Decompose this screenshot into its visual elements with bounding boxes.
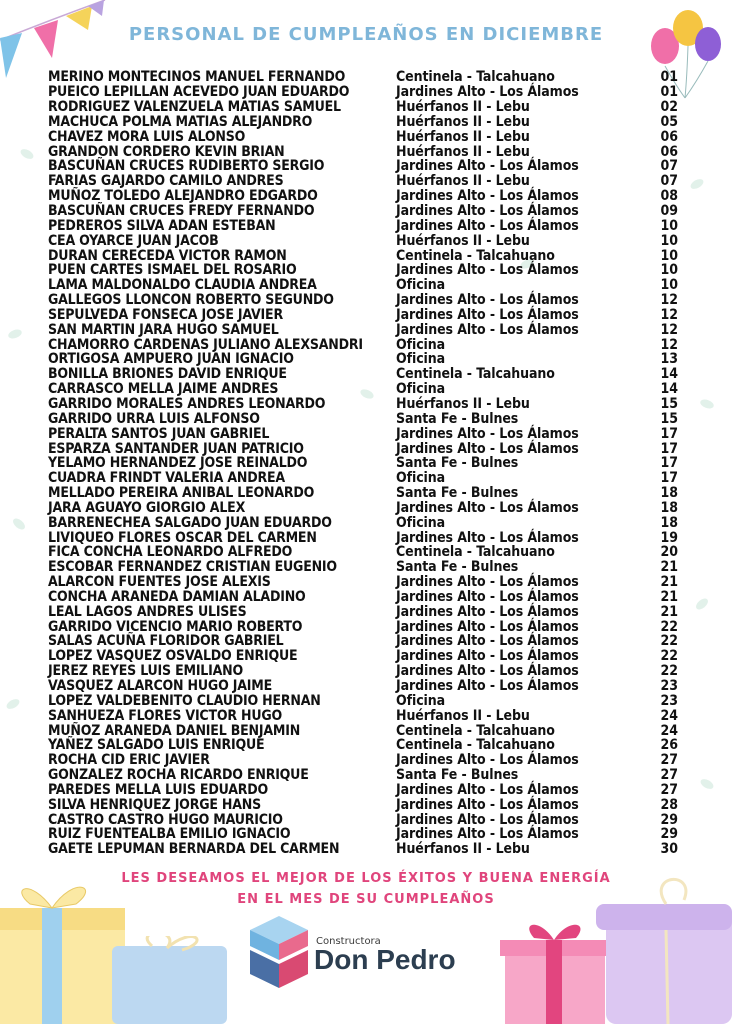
employee-name: MUÑOZ ARANEDA DANIEL BENJAMIN — [48, 722, 301, 739]
birthday-day: 24 — [660, 722, 678, 739]
location: Santa Fe - Bulnes — [396, 410, 519, 427]
list-item — [48, 85, 678, 100]
list-item — [48, 575, 678, 590]
list-item — [48, 679, 678, 694]
employee-name: LEAL LAGOS ANDRES ULISES — [48, 603, 247, 620]
birthday-day: 12 — [660, 306, 678, 323]
birthday-day: 10 — [660, 217, 678, 234]
birthday-day: 12 — [660, 321, 678, 338]
location: Jardines Alto - Los Álamos — [396, 603, 579, 620]
birthday-day: 27 — [660, 781, 678, 798]
list-item — [48, 204, 678, 219]
birthday-day: 09 — [660, 203, 678, 220]
location: Huérfanos II - Lebu — [396, 99, 530, 116]
birthday-day: 06 — [660, 143, 678, 160]
location: Jardines Alto - Los Álamos — [396, 648, 579, 665]
list-item — [48, 337, 678, 352]
employee-name: GARRIDO URRA LUIS ALFONSO — [48, 410, 260, 427]
list-item — [48, 545, 678, 560]
employee-name: CARRASCO MELLA JAIME ANDRES — [48, 381, 279, 398]
birthday-day: 01 — [660, 84, 678, 101]
employee-name: ALARCON FUENTES JOSE ALEXIS — [48, 574, 271, 591]
employee-name: BASCUÑAN CRUCES FREDY FERNANDO — [48, 203, 315, 220]
list-item — [48, 768, 678, 783]
employee-name: GONZALEZ ROCHA RICARDO ENRIQUE — [48, 767, 309, 784]
birthday-day: 28 — [660, 796, 678, 813]
birthday-day: 17 — [660, 425, 678, 442]
employee-name: SAN MARTIN JARA HUGO SAMUEL — [48, 321, 279, 338]
location: Oficina — [396, 470, 446, 487]
employee-name: CASTRO CASTRO HUGO MAURICIO — [48, 811, 283, 828]
birthday-day: 20 — [660, 544, 678, 561]
list-item — [48, 263, 678, 278]
list-item — [48, 248, 678, 263]
list-item — [48, 530, 678, 545]
birthday-day: 10 — [660, 277, 678, 294]
birthday-day: 14 — [660, 366, 678, 383]
birthday-day: 26 — [660, 737, 678, 754]
location: Huérfanos II - Lebu — [396, 128, 530, 145]
employee-name: YELAMO HERNANDEZ JOSE REINALDO — [48, 455, 308, 472]
list-item — [48, 218, 678, 233]
employee-name: CONCHA ARANEDA DAMIAN ALADINO — [48, 588, 306, 605]
list-item — [48, 649, 678, 664]
location: Centinela - Talcahuano — [396, 69, 555, 86]
employee-name: FARIAS GAJARDO CAMILO ANDRES — [48, 173, 284, 190]
birthday-day: 17 — [660, 455, 678, 472]
list-item — [48, 70, 678, 85]
birthday-day: 14 — [660, 381, 678, 398]
employee-name: ORTIGOSA AMPUERO JUAN IGNACIO — [48, 351, 294, 368]
employee-name: SANHUEZA FLORES VICTOR HUGO — [48, 707, 283, 724]
list-item — [48, 397, 678, 412]
employee-name: JARA AGUAYO GIORGIO ALEX — [48, 499, 246, 516]
list-item — [48, 560, 678, 575]
employee-name: ESCOBAR FERNANDEZ CRISTIAN EUGENIO — [48, 559, 337, 576]
employee-name: PEDREROS SILVA ADAN ESTEBAN — [48, 217, 276, 234]
location: Jardines Alto - Los Álamos — [396, 574, 579, 591]
employee-name: MELLADO PEREIRA ANIBAL LEONARDO — [48, 485, 315, 502]
list-item — [48, 723, 678, 738]
logo-brand-text: Don Pedro — [314, 944, 456, 975]
employee-name: PAREDES MELLA LUIS EDUARDO — [48, 781, 269, 798]
location: Jardines Alto - Los Álamos — [396, 781, 579, 798]
birthday-day: 18 — [660, 514, 678, 531]
list-item — [48, 619, 678, 634]
birthday-day: 30 — [660, 841, 678, 858]
list-item — [48, 441, 678, 456]
location: Jardines Alto - Los Álamos — [396, 84, 579, 101]
location: Jardines Alto - Los Álamos — [396, 588, 579, 605]
birthday-day: 27 — [660, 752, 678, 769]
employee-name: VASQUEZ ALARCON HUGO JAIME — [48, 678, 273, 695]
list-item — [48, 664, 678, 679]
location: Santa Fe - Bulnes — [396, 455, 519, 472]
birthday-day: 21 — [660, 603, 678, 620]
birthday-day: 19 — [660, 529, 678, 546]
birthday-day: 13 — [660, 351, 678, 368]
logo-cube-icon — [248, 914, 310, 990]
location: Santa Fe - Bulnes — [396, 485, 519, 502]
employee-name: LIVIQUEO FLORES OSCAR DEL CARMEN — [48, 529, 317, 546]
location: Santa Fe - Bulnes — [396, 767, 519, 784]
birthday-day: 18 — [660, 499, 678, 516]
employee-name: PERALTA SANTOS JUAN GABRIEL — [48, 425, 270, 442]
list-item — [48, 278, 678, 293]
list-item — [48, 708, 678, 723]
birthday-day: 12 — [660, 292, 678, 309]
location: Huérfanos II - Lebu — [396, 232, 530, 249]
employee-name: ROCHA CID ERIC JAVIER — [48, 752, 210, 769]
employee-name: CHAMORRO CARDENAS JULIANO ALEXSANDRI — [48, 336, 363, 353]
gift-pink-decoration — [500, 918, 610, 1024]
location: Huérfanos II - Lebu — [396, 113, 530, 130]
birthday-day: 17 — [660, 470, 678, 487]
list-item — [48, 471, 678, 486]
list-item — [48, 827, 678, 842]
list-item — [48, 129, 678, 144]
list-item — [48, 515, 678, 530]
birthday-day: 18 — [660, 485, 678, 502]
logo-small-text: Constructora — [316, 936, 381, 947]
location: Jardines Alto - Los Álamos — [396, 663, 579, 680]
footer-line-1: LES DESEAMOS EL MEJOR DE LOS ÉXITOS Y BUENA ENERGÍA — [121, 871, 611, 886]
employee-name: DURAN CERECEDA VICTOR RAMON — [48, 247, 287, 264]
employee-name: MUÑOZ TOLEDO ALEJANDRO EDGARDO — [48, 188, 318, 205]
birthday-day: 05 — [660, 113, 678, 130]
list-item — [48, 753, 678, 768]
employee-name: FICA CONCHA LEONARDO ALFREDO — [48, 544, 293, 561]
birthday-day: 08 — [660, 188, 678, 205]
location: Jardines Alto - Los Álamos — [396, 678, 579, 695]
employee-name: GARRIDO VICENCIO MARIO ROBERTO — [48, 618, 303, 635]
birthday-day: 17 — [660, 440, 678, 457]
list-item — [48, 500, 678, 515]
list-item — [48, 426, 678, 441]
employee-name: LOPEZ VASQUEZ OSVALDO ENRIQUE — [48, 648, 298, 665]
list-item — [48, 233, 678, 248]
location: Jardines Alto - Los Álamos — [396, 158, 579, 175]
employee-name: GARRIDO MORALES ANDRES LEONARDO — [48, 395, 326, 412]
location: Centinela - Talcahuano — [396, 737, 555, 754]
employee-name: MERINO MONTECINOS MANUEL FERNANDO — [48, 69, 346, 86]
footer-message — [0, 868, 732, 910]
location: Oficina — [396, 381, 446, 398]
list-item — [48, 738, 678, 753]
employee-name: GAETE LEPUMAN BERNARDA DEL CARMEN — [48, 841, 340, 858]
birthday-day: 22 — [660, 648, 678, 665]
birthday-day: 10 — [660, 232, 678, 249]
birthday-day: 02 — [660, 99, 678, 116]
company-logo — [248, 914, 478, 990]
list-item — [48, 486, 678, 501]
birthday-day: 22 — [660, 663, 678, 680]
birthday-day: 07 — [660, 173, 678, 190]
location: Jardines Alto - Los Álamos — [396, 188, 579, 205]
location: Jardines Alto - Los Álamos — [396, 203, 579, 220]
birthday-day: 23 — [660, 692, 678, 709]
page-title: PERSONAL DE CUMPLEAÑOS EN DICIEMBRE — [128, 24, 604, 45]
location: Huérfanos II - Lebu — [396, 173, 530, 190]
employee-name: JEREZ REYES LUIS EMILIANO — [48, 663, 244, 680]
location: Huérfanos II - Lebu — [396, 395, 530, 412]
location: Santa Fe - Bulnes — [396, 559, 519, 576]
birthday-day: 23 — [660, 678, 678, 695]
birthday-day: 10 — [660, 247, 678, 264]
list-item — [48, 352, 678, 367]
birthday-day: 29 — [660, 811, 678, 828]
birthday-day: 21 — [660, 559, 678, 576]
location: Centinela - Talcahuano — [396, 722, 555, 739]
list-item — [48, 783, 678, 798]
birthday-day: 15 — [660, 410, 678, 427]
location: Oficina — [396, 277, 446, 294]
location: Oficina — [396, 336, 446, 353]
employee-name: BARRENECHEA SALGADO JUAN EDUARDO — [48, 514, 332, 531]
location: Jardines Alto - Los Álamos — [396, 752, 579, 769]
birthday-day: 06 — [660, 128, 678, 145]
list-item — [48, 308, 678, 323]
birthday-day: 21 — [660, 588, 678, 605]
list-item — [48, 293, 678, 308]
location: Jardines Alto - Los Álamos — [396, 499, 579, 516]
location: Oficina — [396, 692, 446, 709]
employee-name: ESPARZA SANTANDER JUAN PATRICIO — [48, 440, 304, 457]
employee-name: PUEICO LEPILLAN ACEVEDO JUAN EDUARDO — [48, 84, 350, 101]
employee-name: GRANDON CORDERO KEVIN BRIAN — [48, 143, 285, 160]
location: Centinela - Talcahuano — [396, 366, 555, 383]
list-item — [48, 159, 678, 174]
list-item — [48, 411, 678, 426]
birthday-day: 07 — [660, 158, 678, 175]
list-item — [48, 382, 678, 397]
employee-name: SILVA HENRIQUEZ JORGE HANS — [48, 796, 262, 813]
location: Huérfanos II - Lebu — [396, 841, 530, 858]
birthday-day: 01 — [660, 69, 678, 86]
location: Jardines Alto - Los Álamos — [396, 618, 579, 635]
location: Jardines Alto - Los Álamos — [396, 440, 579, 457]
location: Jardines Alto - Los Álamos — [396, 796, 579, 813]
birthday-day: 21 — [660, 574, 678, 591]
birthday-day: 24 — [660, 707, 678, 724]
list-item — [48, 797, 678, 812]
location: Jardines Alto - Los Álamos — [396, 262, 579, 279]
location: Jardines Alto - Los Álamos — [396, 292, 579, 309]
employee-name: MACHUCA POLMA MATIAS ALEJANDRO — [48, 113, 313, 130]
location: Oficina — [396, 351, 446, 368]
employee-name: CHAVEZ MORA LUIS ALONSO — [48, 128, 246, 145]
location: Centinela - Talcahuano — [396, 247, 555, 264]
location: Huérfanos II - Lebu — [396, 143, 530, 160]
employee-name: RODRIGUEZ VALENZUELA MATIAS SAMUEL — [48, 99, 341, 116]
employee-name: BASCUÑAN CRUCES RUDIBERTO SERGIO — [48, 158, 325, 175]
employee-name: BONILLA BRIONES DAVID ENRIQUE — [48, 366, 287, 383]
list-item — [48, 634, 678, 649]
list-item — [48, 174, 678, 189]
list-item — [48, 604, 678, 619]
location: Jardines Alto - Los Álamos — [396, 811, 579, 828]
employee-name: LOPEZ VALDEBENITO CLAUDIO HERNAN — [48, 692, 321, 709]
location: Jardines Alto - Los Álamos — [396, 425, 579, 442]
birthday-day: 29 — [660, 826, 678, 843]
employee-name: LAMA MALDONALDO CLAUDIA ANDREA — [48, 277, 317, 294]
list-item — [48, 115, 678, 130]
employee-name: CUADRA FRINDT VALERIA ANDREA — [48, 470, 285, 487]
list-item — [48, 456, 678, 471]
employee-name: YAÑEZ SALGADO LUIS ENRIQUE — [48, 737, 265, 754]
birthday-day: 22 — [660, 633, 678, 650]
employee-name: RUIZ FUENTEALBA EMILIO IGNACIO — [48, 826, 291, 843]
list-item — [48, 144, 678, 159]
list-item — [48, 367, 678, 382]
location: Jardines Alto - Los Álamos — [396, 826, 579, 843]
location: Huérfanos II - Lebu — [396, 707, 530, 724]
location: Jardines Alto - Los Álamos — [396, 217, 579, 234]
location: Centinela - Talcahuano — [396, 544, 555, 561]
list-item — [48, 322, 678, 337]
birthday-day: 10 — [660, 262, 678, 279]
employee-name: SEPULVEDA FONSECA JOSE JAVIER — [48, 306, 283, 323]
birthday-day: 22 — [660, 618, 678, 635]
list-item — [48, 693, 678, 708]
list-item — [48, 812, 678, 827]
list-item — [48, 842, 678, 857]
birthday-day: 15 — [660, 395, 678, 412]
employee-name: CEA OYARCE JUAN JACOB — [48, 232, 219, 249]
birthday-day: 27 — [660, 767, 678, 784]
employee-name: GALLEGOS LLONCON ROBERTO SEGUNDO — [48, 292, 334, 309]
location: Jardines Alto - Los Álamos — [396, 306, 579, 323]
birthday-day: 12 — [660, 336, 678, 353]
list-item — [48, 590, 678, 605]
location: Jardines Alto - Los Álamos — [396, 529, 579, 546]
location: Oficina — [396, 514, 446, 531]
employee-name: PUEN CARTES ISMAEL DEL ROSARIO — [48, 262, 297, 279]
location: Jardines Alto - Los Álamos — [396, 321, 579, 338]
birthday-list — [48, 70, 678, 857]
footer-line-2: EN EL MES DE SU CUMPLEAÑOS — [237, 892, 495, 907]
location: Jardines Alto - Los Álamos — [396, 633, 579, 650]
gift-blue-decoration — [112, 936, 232, 1024]
employee-name: SALAS ACUÑA FLORIDOR GABRIEL — [48, 633, 284, 650]
list-item — [48, 100, 678, 115]
list-item — [48, 189, 678, 204]
